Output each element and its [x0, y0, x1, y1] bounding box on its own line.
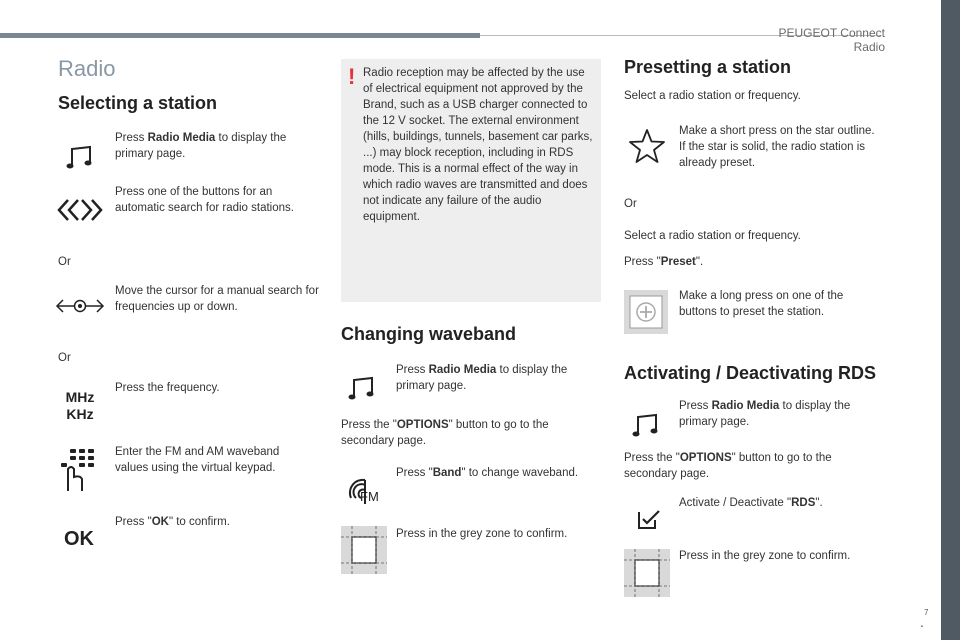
heading-presetting-station: Presetting a station	[624, 57, 792, 77]
warning-icon: !	[348, 64, 356, 89]
preset-select-2: Select a radio station or frequency.	[624, 230, 801, 242]
waveband-item-grey-zone: Press in the grey zone to confirm.	[396, 528, 568, 540]
fm-label: FM	[360, 489, 379, 504]
seek-arrows-icon	[57, 197, 103, 223]
rds-item-grey-zone: Press in the grey zone to confirm.	[679, 550, 851, 562]
checkbox-checked-icon	[637, 508, 661, 530]
heading-selecting-station: Selecting a station	[58, 93, 218, 113]
music-note-icon	[66, 144, 94, 170]
add-preset-icon	[624, 290, 668, 334]
preset-or: Or	[624, 198, 637, 210]
mhz-khz-icon: MHz KHz	[65, 389, 95, 422]
header-title: PEUGEOT Connect Radio	[778, 26, 885, 54]
item-manual-search: Move the cursor for a manual search for frequencies up or down.	[115, 285, 319, 313]
item-press-frequency: Press the frequency.	[115, 382, 220, 394]
warning-text: Radio reception may be affected by the use of electrical equipment not approved by the Brand, such as a USB charger connected to the 12 V socket. The external environment (hills, buildings, tunnels, basement car parks, ...) may block reception, including in RDS mode. This is a normal effect of the way in which radio waves are transmitted and does not indicate any failure of the audio equipment.	[363, 67, 593, 223]
music-note-icon	[632, 412, 660, 438]
or-label-2: Or	[58, 352, 71, 364]
preset-press-preset: Press "Preset".	[624, 256, 704, 268]
preset-select-1: Select a radio station or frequency.	[624, 90, 801, 102]
rds-item-options: Press the "OPTIONS" button to go to the secondary page.	[624, 452, 832, 480]
ok-icon: OK	[64, 528, 94, 550]
heading-changing-waveband: Changing waveband	[341, 324, 517, 344]
grey-zone-icon	[624, 549, 670, 597]
section-title: Radio	[58, 56, 116, 81]
continuation-mark: .	[920, 614, 924, 630]
heading-rds: Activating / Deactivating RDS	[624, 363, 877, 383]
waveband-item-radio-media: Press Radio Media to display the primary page.	[396, 364, 568, 392]
grey-zone-icon	[341, 526, 387, 574]
star-outline-icon	[628, 128, 666, 164]
item-radio-media: Press Radio Media to display the primary page.	[115, 132, 287, 160]
item-auto-search: Press one of the buttons for an automatic search for radio stations.	[115, 186, 294, 214]
frequency-slider-icon	[55, 296, 105, 316]
preset-star-text: Make a short press on the star outline. If the star is solid, the radio station is already preset.	[679, 125, 875, 169]
rds-item-radio-media: Press Radio Media to display the primary page.	[679, 400, 851, 428]
page-edge-bar	[941, 0, 960, 640]
header-rule	[0, 33, 480, 38]
waveband-item-band: Press "Band" to change waveband.	[396, 467, 579, 479]
music-note-icon	[348, 375, 376, 401]
waveband-item-options: Press the "OPTIONS" button to go to the secondary page.	[341, 419, 549, 447]
page-number: 7	[924, 608, 929, 617]
item-press-ok: Press "OK" to confirm.	[115, 516, 230, 528]
keypad-icon	[60, 447, 100, 493]
preset-long-press: Make a long press on one of the buttons to preset the station.	[679, 290, 844, 318]
rds-item-activate: Activate / Deactivate "RDS".	[679, 497, 823, 509]
or-label-1: Or	[58, 256, 71, 268]
item-virtual-keypad: Enter the FM and AM waveband values using the virtual keypad.	[115, 446, 280, 474]
